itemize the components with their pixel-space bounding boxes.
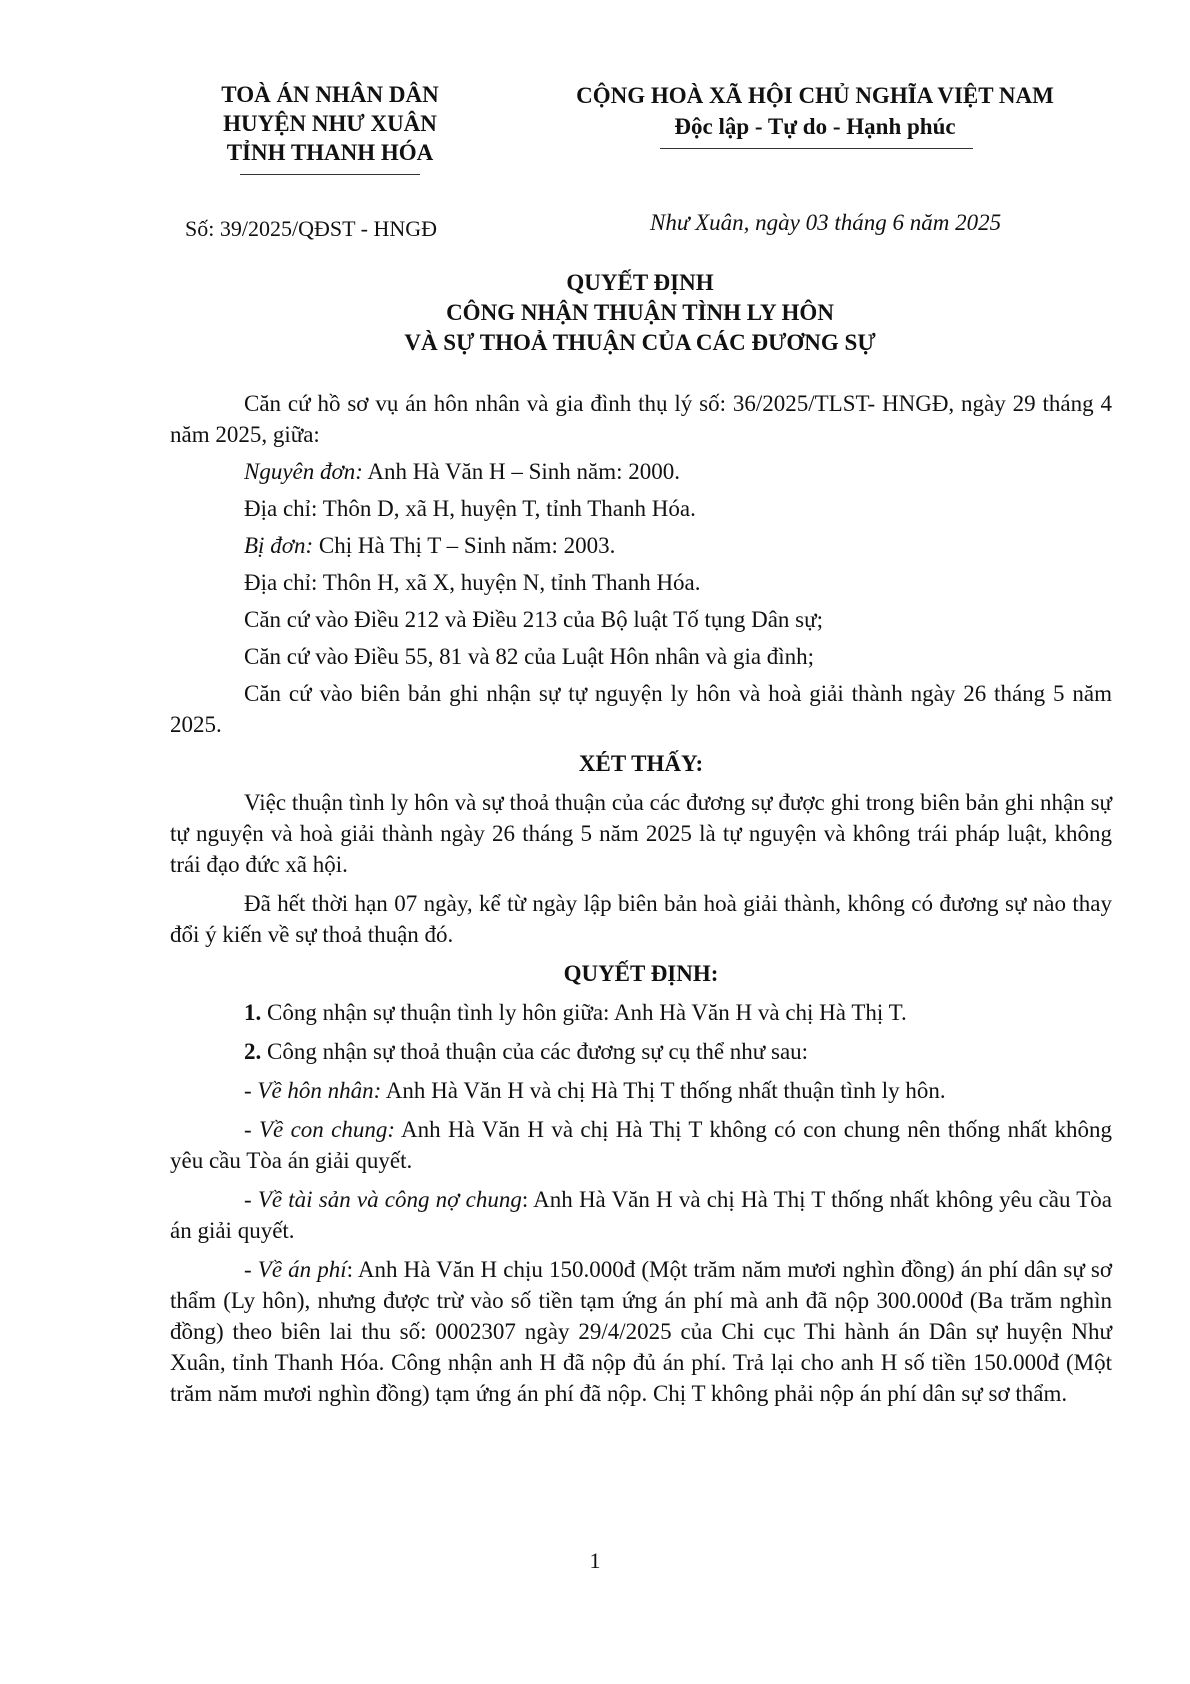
property-text: : Anh Hà Văn H và chị Hà Thị T thống nhất không yêu cầu Tòa án giải quyết. [170, 1187, 1112, 1243]
property-clause [170, 1184, 1112, 1246]
decision-item-1-text: Công nhận sự thuận tình ly hôn giữa: Anh Hà Văn H và chị Hà Thị T. [261, 1000, 907, 1025]
document-body [170, 388, 1112, 1417]
findings-heading: XÉT THẤY: [578, 751, 704, 776]
document-number: Số: 39/2025/QĐST - HNGĐ [185, 216, 438, 241]
marriage-text: Anh Hà Văn H và chị Hà Thị T thống nhất thuận tình ly hôn. [381, 1078, 946, 1103]
court-fee-clause [170, 1254, 1112, 1409]
court-name: TOÀ ÁN NHÂN DÂN [221, 82, 439, 107]
title-line-2: CÔNG NHẬN THUẬN TÌNH LY HÔN [446, 300, 834, 325]
decision-item-2-number: 2. [244, 1039, 262, 1064]
title-line-1: QUYẾT ĐỊNH [566, 270, 714, 295]
national-header [520, 80, 1110, 142]
children-clause [170, 1114, 1112, 1176]
case-basis-paragraph: Căn cứ hồ sơ vụ án hôn nhân và gia đình thụ lý số: 36/2025/TLST- HNGĐ, ngày 29 tháng 4 năm 2025, giữa: [170, 391, 1112, 447]
children-label: - Về con chung: [244, 1117, 395, 1142]
plaintiff-value: Anh Hà Văn H – Sinh năm: 2000. [362, 459, 681, 484]
document-date: Như Xuân, ngày 03 tháng 6 năm 2025 [650, 210, 1002, 235]
legal-basis-3: Căn cứ vào biên bản ghi nhận sự tự nguyện ly hôn và hoà giải thành ngày 26 tháng 5 năm 2025. [170, 681, 1112, 737]
findings-paragraph-1: Việc thuận tình ly hôn và sự thoả thuận của các đương sự được ghi trong biên bản ghi nhận sự tự nguyện và hoà giải thành ngày 26 tháng 5 năm 2025 là tự nguyện và không trái pháp luật, không trái đạo đức xã hội. [170, 790, 1112, 877]
defendant-address: Địa chỉ: Thôn H, xã X, huyện N, tỉnh Thanh Hóa. [244, 570, 701, 595]
national-motto: Độc lập - Tự do - Hạnh phúc [674, 114, 956, 139]
children-text: Anh Hà Văn H và chị Hà Thị T không có con chung nên thống nhất không yêu cầu Tòa án giải quyết. [170, 1117, 1112, 1173]
court-district: HUYỆN NHƯ XUÂN [223, 111, 437, 136]
findings-paragraph-2: Đã hết thời hạn 07 ngày, kể từ ngày lập biên bản hoà giải thành, không có đương sự nào thay đổi ý kiến về sự thoả thuận đó. [170, 891, 1112, 947]
plaintiff-label: Nguyên đơn: [244, 459, 363, 484]
decision-item-2-text: Công nhận sự thoả thuận của các đương sự cụ thể như sau: [261, 1039, 809, 1064]
court-fee-label: - Về án phí [244, 1257, 347, 1282]
defendant-line [170, 530, 1112, 561]
court-fee-text: : Anh Hà Văn H chịu 150.000đ (Một trăm năm mươi nghìn đồng) án phí dân sự sơ thẩm (Ly hôn), nhưng được trừ vào số tiền tạm ứng án phí mà anh đã nộp 300.000đ (Ba trăm nghìn đồng) theo biên lai thu số: 0002307 ngày 29/4/2025 của Chi cục Thi hành án Dân sự huyện Như Xuân, tỉnh Thanh Hóa. Công nhận anh H đã nộp đủ án phí. Trả lại cho anh H số tiền 150.000đ (Một trăm năm mươi nghìn đồng) tạm ứng án phí đã nộp. Chị T không phải nộp án phí dân sự sơ thẩm. [170, 1257, 1113, 1406]
court-header-underline [240, 174, 420, 175]
page-number: 1 [589, 1548, 601, 1573]
legal-basis-1: Căn cứ vào Điều 212 và Điều 213 của Bộ luật Tố tụng Dân sự; [244, 607, 823, 632]
national-motto-underline [660, 148, 973, 149]
document-title [160, 268, 1120, 358]
decision-item-1-number: 1. [244, 1000, 262, 1025]
court-province: TỈNH THANH HÓA [226, 140, 434, 165]
plaintiff-line [170, 456, 1112, 487]
decision-item-1 [170, 997, 1112, 1028]
property-label: - Về tài sản và công nợ chung [244, 1187, 522, 1212]
legal-basis-2: Căn cứ vào Điều 55, 81 và 82 của Luật Hôn nhân và gia đình; [244, 644, 815, 669]
defendant-label: Bị đơn: [244, 533, 314, 558]
marriage-clause [170, 1075, 1112, 1106]
decision-item-2 [170, 1036, 1112, 1067]
national-name: CỘNG HOÀ XÃ HỘI CHỦ NGHĨA VIỆT NAM [576, 83, 1054, 108]
defendant-value: Chị Hà Thị T – Sinh năm: 2003. [313, 533, 616, 558]
marriage-label: - Về hôn nhân: [244, 1078, 382, 1103]
decision-heading: QUYẾT ĐỊNH: [563, 961, 719, 986]
plaintiff-address: Địa chỉ: Thôn D, xã H, huyện T, tỉnh Thanh Hóa. [244, 496, 696, 521]
title-line-3: VÀ SỰ THOẢ THUẬN CỦA CÁC ĐƯƠNG SỰ [404, 330, 876, 355]
court-header [180, 80, 480, 167]
